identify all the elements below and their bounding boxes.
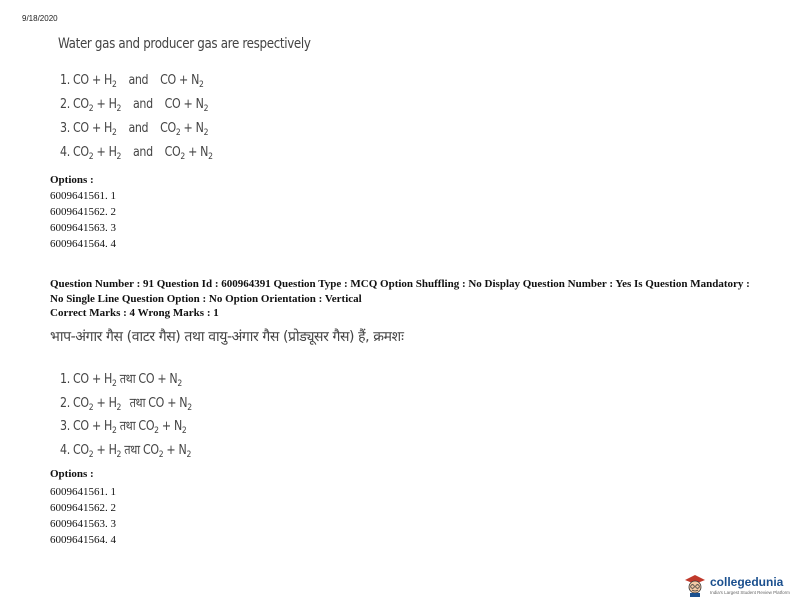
question-title-en: Water gas and producer gas are respectively <box>58 36 311 52</box>
collegedunia-logo-text: collegedunia <box>710 575 784 589</box>
collegedunia-logo-icon <box>684 573 706 597</box>
option-id: 6009641561. 1 <box>50 486 116 498</box>
question-meta-line1: Question Number : 91 Question Id : 600964391 Question Type : MCQ Option Shuffling : No Display Question Number : Yes Is Question Mandatory : No Single Line Question Option : No Option Orientation : Vertical <box>50 278 750 305</box>
option-id: 6009641563. 3 <box>50 222 116 234</box>
print-date: 9/18/2020 <box>22 14 58 23</box>
option-en-1: 1. CO + $H_2$ and CO + $N_2$ <box>60 73 204 90</box>
options-label: Options : <box>50 468 94 480</box>
collegedunia-tagline: India's Largest Student Review Platform <box>710 590 790 595</box>
option-id: 6009641563. 3 <box>50 518 116 530</box>
option-en-3: 3. CO + $H_2$ and $CO_2 + N_2$ <box>60 121 209 138</box>
option-id: 6009641561. 1 <box>50 190 116 202</box>
option-id: 6009641562. 2 <box>50 206 116 218</box>
question-meta <box>50 277 755 321</box>
option-en-4: 4. $CO_2 + H_2$ and $CO_2 + N_2$ <box>60 145 213 162</box>
option-hi-1: 1. CO + $H_2$ तथा CO + $N_2$ <box>60 372 182 389</box>
options-label: Options : <box>50 174 94 186</box>
option-id: 6009641564. 4 <box>50 238 116 250</box>
option-hi-2: 2. $CO_2 + H_2$ तथा CO + $N_2$ <box>60 396 192 413</box>
option-id: 6009641562. 2 <box>50 502 116 514</box>
option-en-2: 2. $CO_2 + H_2$ and CO + $N_2$ <box>60 97 209 114</box>
option-hi-3: 3. CO + $H_2$ तथा $CO_2 + N_2$ <box>60 419 187 436</box>
question-title-hi: भाप-अंगार गैस (वाटर गैस) तथा वायु-अंगार गैस (प्रोड्यूसर गैस) हैं, क्रमशः <box>50 329 404 345</box>
option-id: 6009641564. 4 <box>50 534 116 546</box>
question-marks: Correct Marks : 4 Wrong Marks : 1 <box>50 307 219 319</box>
option-hi-4: 4. $CO_2 + H_2$ तथा $CO_2 + N_2$ <box>60 443 191 460</box>
